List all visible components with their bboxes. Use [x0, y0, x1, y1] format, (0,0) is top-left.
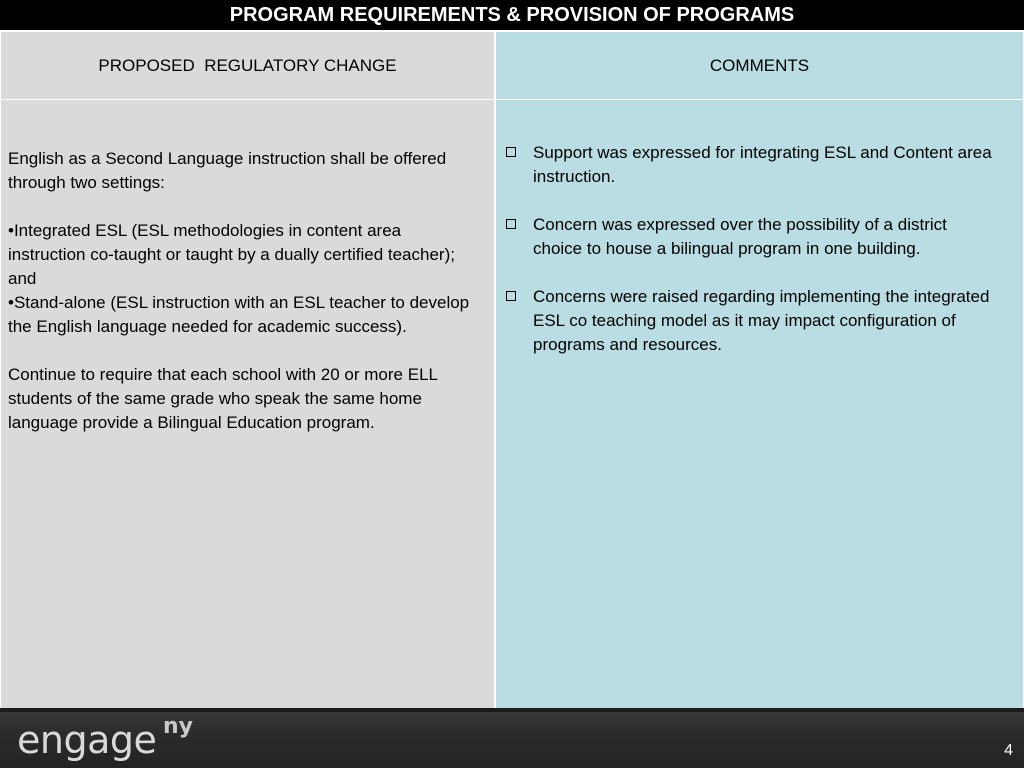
slide-title-bar [0, 0, 1024, 30]
checkbox-bullet-icon [506, 219, 516, 229]
page-number: 4 [1004, 742, 1013, 759]
proposed-change-item-integrated: •Integrated ESL (ESL methodologies in content area instruction co-taught or taught by a dually certified teacher); and [8, 221, 455, 288]
checkbox-bullet-icon [506, 147, 516, 157]
slide-title: PROGRAM REQUIREMENTS & PROVISION OF PROGRAMS [229, 3, 795, 26]
proposed-change-body [1, 100, 494, 708]
proposed-change-intro: English as a Second Language instruction shall be offered through two settings: [8, 149, 447, 192]
logo-sup-text: ny [163, 714, 194, 739]
comment-text: Concerns were raised regarding implementing the integrated ESL co teaching model as it may impact configuration of programs and resources. [533, 287, 990, 354]
footer-bar [0, 708, 1024, 768]
checkbox-bullet-icon [506, 291, 516, 301]
comment-item [504, 213, 993, 261]
comment-item [504, 141, 993, 189]
proposed-change-item-standalone: •Stand-alone (ESL instruction with an ESL teacher to develop the English language needed for academic success). [8, 293, 470, 336]
header-comments-label: COMMENTS [709, 55, 810, 75]
comment-text: Concern was expressed over the possibility of a district choice to house a bilingual program in one building. [533, 215, 947, 258]
comment-text: Support was expressed for integrating ESL and Content area instruction. [533, 143, 992, 186]
header-proposed-change-label: PROPOSED REGULATORY CHANGE [98, 55, 397, 75]
comment-item [504, 285, 993, 357]
header-comments [496, 32, 1023, 99]
proposed-change-closing: Continue to require that each school with 20 or more ELL students of the same grade who speak the same home language provide a Bilingual Education program. [8, 365, 438, 432]
logo-main-text: engage [17, 718, 157, 762]
content-table [0, 30, 1024, 708]
header-proposed-change [1, 32, 494, 99]
comments-body [496, 100, 1023, 708]
